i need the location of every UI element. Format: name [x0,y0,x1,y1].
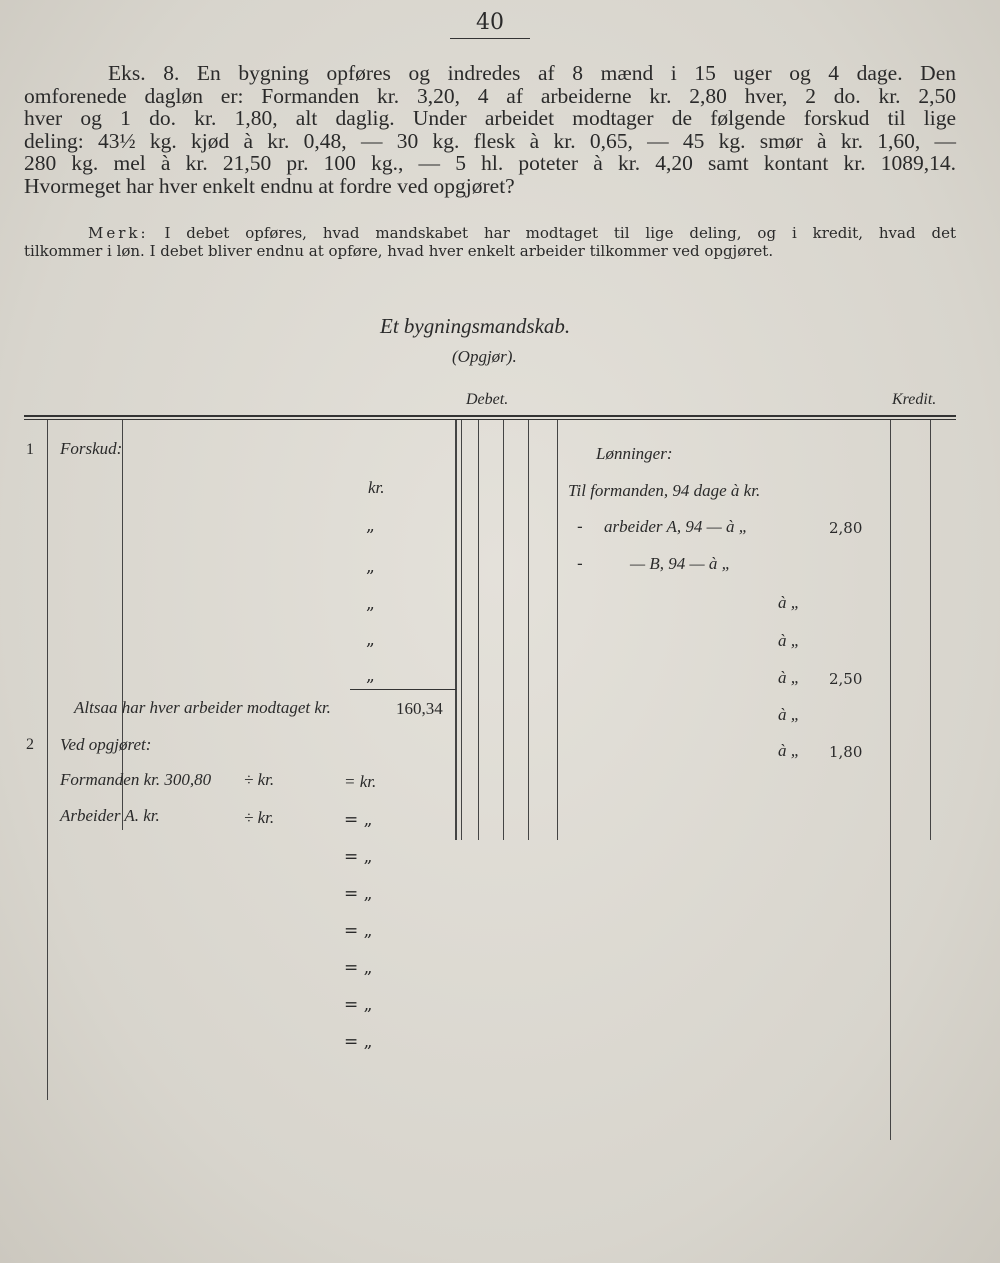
eq-row: = „ [344,1032,373,1052]
row-number: 1 [26,441,34,458]
opgjoret-label: Ved opgjøret: [60,735,152,754]
page-number: 40 [476,10,504,35]
subtotal-rule [350,689,456,690]
row-number: 2 [26,736,34,753]
formanden-label: Formanden kr. 300,80 [60,770,212,789]
subtotal-label: Altsaa har hver arbeider modtaget kr. [74,698,331,717]
arbeider-a-label: Arbeider A. kr. [60,806,160,825]
lonninger-header: Lønninger: [596,444,673,463]
credit-row-label: à „ [778,705,801,724]
column-line [478,420,479,840]
problem-text [24,62,956,197]
note-line-1: I debet opføres, hvad mandskabet har modtaget til lige deling, og i kredit, hvad det [164,224,956,242]
ditto-mark: „ [366,630,375,650]
ledger-top-rule-thin [24,419,956,420]
column-line [461,420,462,840]
column-line [528,420,529,840]
credit-row-label: à „ [778,668,801,687]
arbeider-a-minus: ÷ kr. [244,808,275,827]
column-line [503,420,504,840]
problem-line: deling: 43½ kg. kjød à kr. 0,48, — 30 kg. flesk à kr. 0,65, — 45 kg. smør à kr. 1,60, — [24,128,956,153]
note-label: Merk: [88,224,149,242]
column-line [557,420,558,840]
eq-row: = „ [344,921,373,941]
eq-row: = „ [344,995,373,1015]
credit-row-rate: 1,80 [829,743,863,761]
kr-header: kr. [368,478,385,497]
ditto-mark: „ [366,557,375,577]
ditto-mark: „ [366,666,375,686]
subtotal-value: 160,34 [396,699,443,718]
column-line [930,420,931,840]
page-number-rule [450,38,530,39]
column-line [122,420,123,830]
problem-line: Hvormeget har hver enkelt endnu at fordre ved opgjøret? [24,173,515,198]
problem-line: omforenede dagløn er: Formanden kr. 3,20, 4 af arbeiderne kr. 2,80 hver, 2 do. kr. 2,50 [24,83,956,108]
credit-row-label: arbeider A, 94 — à „ [604,517,749,536]
credit-row-label: à „ [778,593,801,612]
problem-line: 280 kg. mel à kr. 21,50 pr. 100 kg., — 5 hl. poteter à kr. 4,20 samt kontant kr. 1089,14. [24,151,956,175]
credit-row-label: à „ [778,631,801,650]
problem-line: Eks. 8. En bygning opføres og indredes af 8 mænd i 15 uger og 4 dage. Den [108,61,956,85]
column-line-lower [890,840,891,1140]
formanden-minus: ÷ kr. [244,770,275,789]
credit-row-rate: 2,80 [829,519,863,537]
note [24,224,956,260]
ledger-top-rule [24,415,956,417]
credit-row-label: Til formanden, 94 dage à kr. [568,481,761,500]
problem-line: hver og 1 do. kr. 1,80, alt daglig. Under arbeidet modtager de følgende forskud til lige [24,106,956,130]
center-divider [455,420,457,840]
credit-row-rate: 2,50 [829,670,863,688]
debet-header: Debet. [466,391,509,408]
eq-row: = „ [344,884,373,904]
note-line-2: tilkommer i løn. I debet bliver endnu at opføre, hvad hver enkelt arbeider tilkommer ved opgjøret. [24,242,774,260]
credit-row-label: — B, 94 — à „ [630,554,732,573]
ditto-mark: „ [366,594,375,614]
column-line-lower [47,830,48,1100]
column-line [890,420,891,840]
eq-row: = „ [344,958,373,978]
ditto-mark: „ [366,516,375,536]
kredit-header: Kredit. [892,391,937,408]
credit-row-label: à „ [778,741,801,760]
credit-row-prefix: - [577,554,583,574]
credit-row-prefix: - [577,517,583,537]
column-line [47,420,48,830]
account-subtitle: (Opgjør). [452,347,517,366]
account-title: Et bygningsmandskab. [380,314,571,338]
eq-row: = „ [344,847,373,867]
formanden-eq: = kr. [344,772,377,791]
forskud-label: Forskud: [60,439,123,458]
arbeider-a-eq: = „ [344,810,373,830]
